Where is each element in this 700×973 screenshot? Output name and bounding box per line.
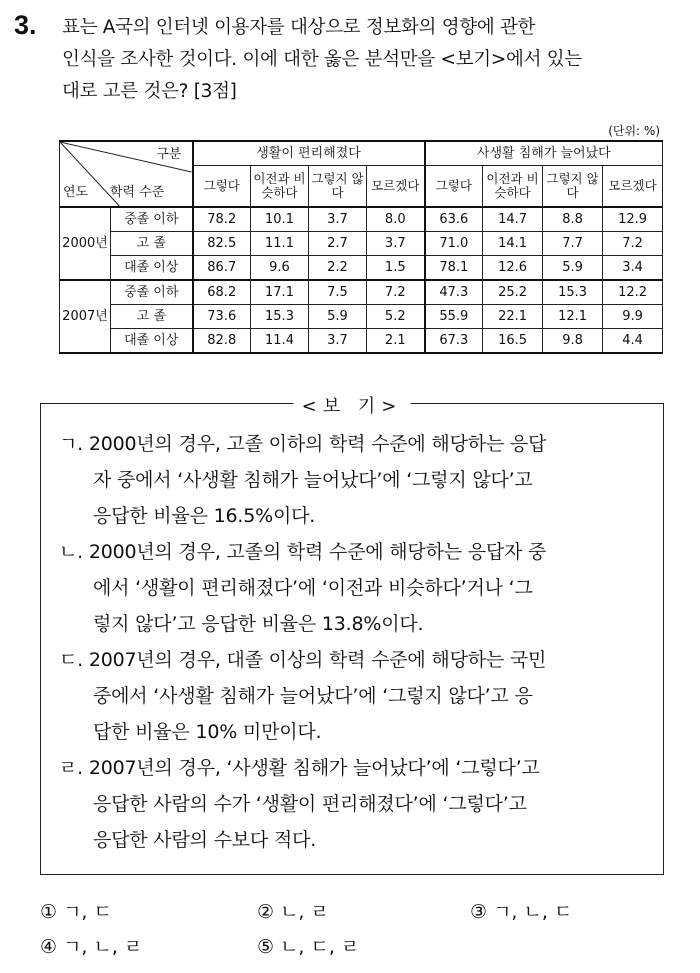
value-cell: 9.8: [543, 329, 603, 354]
value-cell: 82.5: [193, 232, 251, 256]
group-header-privacy: 사생활 침해가 늘어났다: [425, 141, 663, 166]
value-cell: 17.1: [251, 280, 309, 305]
value-cell: 86.7: [193, 256, 251, 281]
subheader-cell: 그렇다: [425, 166, 483, 208]
value-cell: 71.0: [425, 232, 483, 256]
corner-label-year: 연도: [63, 185, 89, 200]
value-cell: 14.1: [483, 232, 543, 256]
table-row: [60, 256, 663, 281]
value-cell: 8.8: [543, 207, 603, 232]
subheader-cell: 그렇다: [193, 166, 251, 208]
question-line: 인식을 조사한 것이다. 이에 대한 옳은 분석만을 <보기>에서 있는: [62, 49, 582, 70]
table-unit: (단위: %): [608, 124, 660, 138]
value-cell: 5.9: [309, 305, 367, 329]
table-row: [60, 232, 663, 256]
question-number: 3.: [14, 10, 37, 40]
bogi-line: 중에서 ‘사생활 침해가 늘어났다’에 ‘그렇지 않다’고 응: [93, 685, 533, 707]
corner-label-education: 학력 수준: [110, 185, 165, 200]
value-cell: 3.7: [367, 232, 425, 256]
bogi-line: ㄱ. 2000년의 경우, 고졸 이하의 학력 수준에 해당하는 응답: [59, 433, 547, 455]
value-cell: 82.8: [193, 329, 251, 354]
survey-table: [59, 140, 663, 354]
bogi-line: 응답한 사람의 수보다 적다.: [93, 829, 317, 851]
choice-4[interactable]: ④ ㄱ, ㄴ, ㄹ: [40, 936, 143, 958]
bogi-item-b: [59, 534, 649, 642]
bogi-line: 에서 ‘생활이 편리해졌다’에 ‘이전과 비슷하다’거나 ‘그: [93, 577, 533, 599]
education-level-cell: 고 졸: [111, 232, 193, 256]
year-cell: 2007년: [60, 280, 111, 353]
subheader-cell: 모르겠다: [367, 166, 425, 208]
value-cell: 5.9: [543, 256, 603, 281]
value-cell: 12.9: [603, 207, 663, 232]
value-cell: 68.2: [193, 280, 251, 305]
table-row: [60, 305, 663, 329]
education-level-cell: 대졸 이상: [111, 329, 193, 354]
table-row: [60, 207, 663, 232]
value-cell: 12.2: [603, 280, 663, 305]
value-cell: 14.7: [483, 207, 543, 232]
bogi-item-d: [59, 750, 649, 858]
value-cell: 11.1: [251, 232, 309, 256]
value-cell: 7.5: [309, 280, 367, 305]
bogi-line: 답한 비율은 10% 미만이다.: [93, 721, 322, 743]
subheader-cell: 이전과 비슷하다: [251, 166, 309, 208]
subheader-cell: 모르겠다: [603, 166, 663, 208]
value-cell: 67.3: [425, 329, 483, 354]
choice-2[interactable]: ② ㄴ, ㄹ: [257, 901, 329, 923]
education-level-cell: 중졸 이하: [111, 207, 193, 232]
value-cell: 15.3: [543, 280, 603, 305]
value-cell: 16.5: [483, 329, 543, 354]
subheader-cell: 이전과 비슷하다: [483, 166, 543, 208]
value-cell: 12.1: [543, 305, 603, 329]
value-cell: 3.4: [603, 256, 663, 281]
choice-5[interactable]: ⑤ ㄴ, ㄷ, ㄹ: [257, 936, 360, 958]
value-cell: 47.3: [425, 280, 483, 305]
bogi-item-a: [59, 426, 649, 534]
table-row: [60, 329, 663, 354]
subheader-cell: 그렇지 않다: [309, 166, 367, 208]
bogi-line: 렇지 않다’고 응답한 비율은 13.8%이다.: [93, 613, 424, 635]
value-cell: 12.6: [483, 256, 543, 281]
value-cell: 78.1: [425, 256, 483, 281]
value-cell: 7.2: [603, 232, 663, 256]
bogi-line: 응답한 사람의 수가 ‘생활이 편리해졌다’에 ‘그렇다’고: [93, 793, 527, 815]
bogi-line: 자 중에서 ‘사생활 침해가 늘어났다’에 ‘그렇지 않다’고: [93, 469, 533, 491]
value-cell: 11.4: [251, 329, 309, 354]
bogi-box: [40, 396, 664, 875]
education-level-cell: 고 졸: [111, 305, 193, 329]
choice-1[interactable]: ① ㄱ, ㄷ: [40, 901, 112, 923]
value-cell: 15.3: [251, 305, 309, 329]
value-cell: 2.2: [309, 256, 367, 281]
year-cell: 2000년: [60, 207, 111, 280]
value-cell: 22.1: [483, 305, 543, 329]
value-cell: 63.6: [425, 207, 483, 232]
bogi-item-c: [59, 642, 649, 750]
value-cell: 8.0: [367, 207, 425, 232]
corner-label-category: 구분: [156, 147, 182, 162]
table-corner-header: [60, 141, 193, 207]
value-cell: 3.7: [309, 207, 367, 232]
question-line: 표는 A국의 인터넷 이용자를 대상으로 정보화의 영향에 관한: [62, 17, 536, 38]
value-cell: 73.6: [193, 305, 251, 329]
value-cell: 78.2: [193, 207, 251, 232]
bogi-line: ㄷ. 2007년의 경우, 대졸 이상의 학력 수준에 해당하는 국민: [59, 649, 547, 671]
choice-3[interactable]: ③ ㄱ, ㄴ, ㄷ: [470, 901, 573, 923]
group-header-convenience: 생활이 편리해졌다: [193, 141, 425, 166]
value-cell: 10.1: [251, 207, 309, 232]
subheader-cell: 그렇지 않다: [543, 166, 603, 208]
bogi-line: 응답한 비율은 16.5%이다.: [93, 505, 316, 527]
question-line: 대로 고른 것은? [3점]: [62, 81, 237, 102]
education-level-cell: 중졸 이하: [111, 280, 193, 305]
value-cell: 7.2: [367, 280, 425, 305]
value-cell: 7.7: [543, 232, 603, 256]
value-cell: 5.2: [367, 305, 425, 329]
value-cell: 4.4: [603, 329, 663, 354]
table-row: [60, 280, 663, 305]
value-cell: 1.5: [367, 256, 425, 281]
value-cell: 2.7: [309, 232, 367, 256]
value-cell: 9.6: [251, 256, 309, 281]
question-text: [62, 12, 692, 108]
bogi-line: ㄹ. 2007년의 경우, ‘사생활 침해가 늘어났다’에 ‘그렇다’고: [59, 757, 540, 779]
education-level-cell: 대졸 이상: [111, 256, 193, 281]
bogi-title: <보 기>: [294, 392, 411, 418]
value-cell: 55.9: [425, 305, 483, 329]
value-cell: 2.1: [367, 329, 425, 354]
bogi-line: ㄴ. 2000년의 경우, 고졸의 학력 수준에 해당하는 응답자 중: [59, 541, 547, 563]
value-cell: 3.7: [309, 329, 367, 354]
value-cell: 25.2: [483, 280, 543, 305]
value-cell: 9.9: [603, 305, 663, 329]
